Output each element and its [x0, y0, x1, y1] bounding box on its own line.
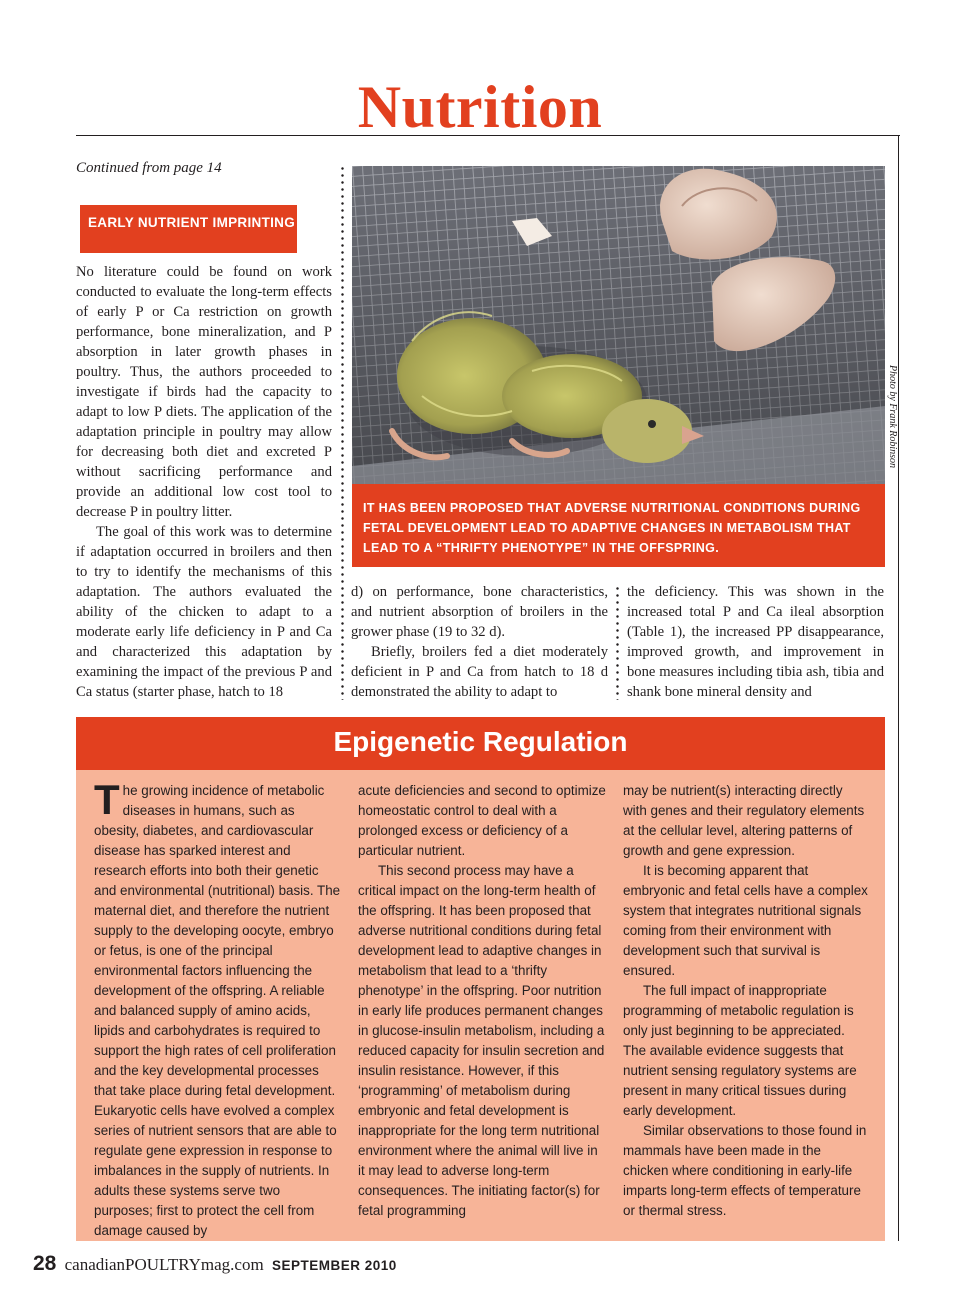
epigenetic-sidebar [76, 717, 885, 1241]
page-right-rule [898, 136, 899, 1241]
column-divider [341, 165, 344, 700]
sidebar-paragraph: This second process may have a critical impact on the long-term health of the offspring. It has been proposed that adverse nutritional conditions during fetal development lead to adaptive changes in metabolism that lead to a ‘thrifty phenotype’ in the offspring. Poor nutrition in early life produces permanent changes in glucose-insulin metabolism, including a reduced capacity for insulin secretion and insulin resistance. However, if this ‘programming’ of metabolism during embryonic and fetal development is inappropriate for the long term nutritional environment where the animal will live in it may lead to adverse long-term consequences. The initiating factor(s) for fetal programming [358, 863, 605, 1218]
article-paragraph: No literature could be found on work conducted to evaluate the long-term effects of early P or Ca restriction on growth performance, bone mineralization, and P absorption in later growth phases in poultry. Thus, the authors proceeded to investigate if birds had the capacity to adapt to low P diets. The application of the adaptation principle in poultry may allow for decreasing both diet and excreted P without sacrificing performance and provide an additional low cost tool to decrease P in poultry litter. [76, 264, 332, 520]
sidebar-column-1 [94, 776, 342, 1241]
column-divider [616, 585, 619, 700]
article-column-1 [76, 262, 332, 702]
article-paragraph: d) on performance, bone characteristics, and nutrient absorption of broilers in the grower phase (19 to 32 d). [351, 584, 608, 640]
article-paragraph: the deficiency. This was shown in the increased total P and Ca ileal absorption (Table 1), the increased PP disappearance, improved growth, and improvement in bone measures including tibia ash, tibia and shank bone mineral density and [627, 584, 884, 700]
sidebar-paragraph: Similar observations to those found in mammals have been made in the chicken where conditioning in early-life imparts long-term effects of temperature or thermal stress. [623, 1123, 867, 1218]
sidebar-paragraph: It is becoming apparent that embryonic and fetal cells have a complex system that integrates nutritional signals coming from their environment with development such that survival is ensured. [623, 863, 868, 978]
article-column-3 [627, 582, 884, 702]
chick-photo [352, 166, 885, 484]
drop-cap: T [94, 776, 120, 823]
footer-date: SEPTEMBER 2010 [271, 1258, 397, 1273]
sidebar-paragraph: The full impact of inappropriate programming of metabolic regulation is only just beginning to be appreciated. The available evidence suggests that nutrient sensing regulatory systems are present in many critical tissues during early development. [623, 983, 857, 1118]
sidebar-paragraph: acute deficiencies and second to optimize homeostatic control to deal with a prolonged excess or deficiency of a particular nutrient. [358, 783, 606, 858]
page-footer [33, 1252, 397, 1276]
article-paragraph: Briefly, broilers fed a diet moderately deficient in P and Ca from hatch to 18 d demonstrated the ability to adapt to [351, 644, 608, 700]
continued-note: Continued from page 14 [76, 160, 222, 176]
photo-credit: Photo by Frank Robinson [887, 365, 898, 469]
sidebar-column-3 [623, 781, 869, 1221]
footer-site: canadianPOULTRYmag.com [64, 1255, 264, 1274]
sidebar-paragraph: he growing incidence of metabolic diseases in humans, such as obesity, diabetes, and cardiovascular disease has sparked interest and research efforts into both their genetic and environmental (nutritional) basis. The maternal diet, and therefore the nutrient supply to the developing oocyte, embryo or fetus, is one of the principal environmental factors influencing the development of the offspring. A reliable and balanced supply of amino acids, lipids and carbohydrates is required to support the high rates of cell proliferation and the key developmental processes that take place during fetal development. Eukaryotic cells have evolved a complex series of nutrient sensors that are able to regulate gene expression in response to imbalances in the supply of nutrients. In adults these systems serve two purposes; first to protect the cell from damage caused by [94, 783, 341, 1238]
article-subheading: EARLY NUTRIENT IMPRINTING [80, 205, 297, 253]
section-title: Nutrition [357, 74, 603, 140]
page-number: 28 [33, 1252, 57, 1275]
sidebar-title: Epigenetic Regulation [76, 717, 885, 770]
article-paragraph: The goal of this work was to determine if adaptation occurred in broilers and then to try to identify the mechanisms of this adaptation. The authors evaluated the ability of the chicken to adapt to a moderate early life deficiency in P and Ca and characterized this adaptation by examining the impact of the previous P and Ca status (starter phase, hatch to 18 [76, 524, 332, 700]
header-rule [76, 135, 900, 136]
photo-illustration [352, 166, 885, 484]
sidebar-paragraph: may be nutrient(s) interacting directly with genes and their regulatory elements at the cellular level, altering patterns of growth and gene expression. [623, 783, 865, 858]
photo-caption: IT HAS BEEN PROPOSED THAT ADVERSE NUTRITIONAL CONDITIONS DURING FETAL DEVELOPMENT LEAD TO ADAPTIVE CHANGES IN METABOLISM THAT LEAD TO A “THRIFTY PHENOTYPE” IN THE OFFSPRING. [352, 484, 885, 567]
sidebar-column-2 [358, 781, 608, 1221]
article-column-2 [351, 582, 608, 702]
